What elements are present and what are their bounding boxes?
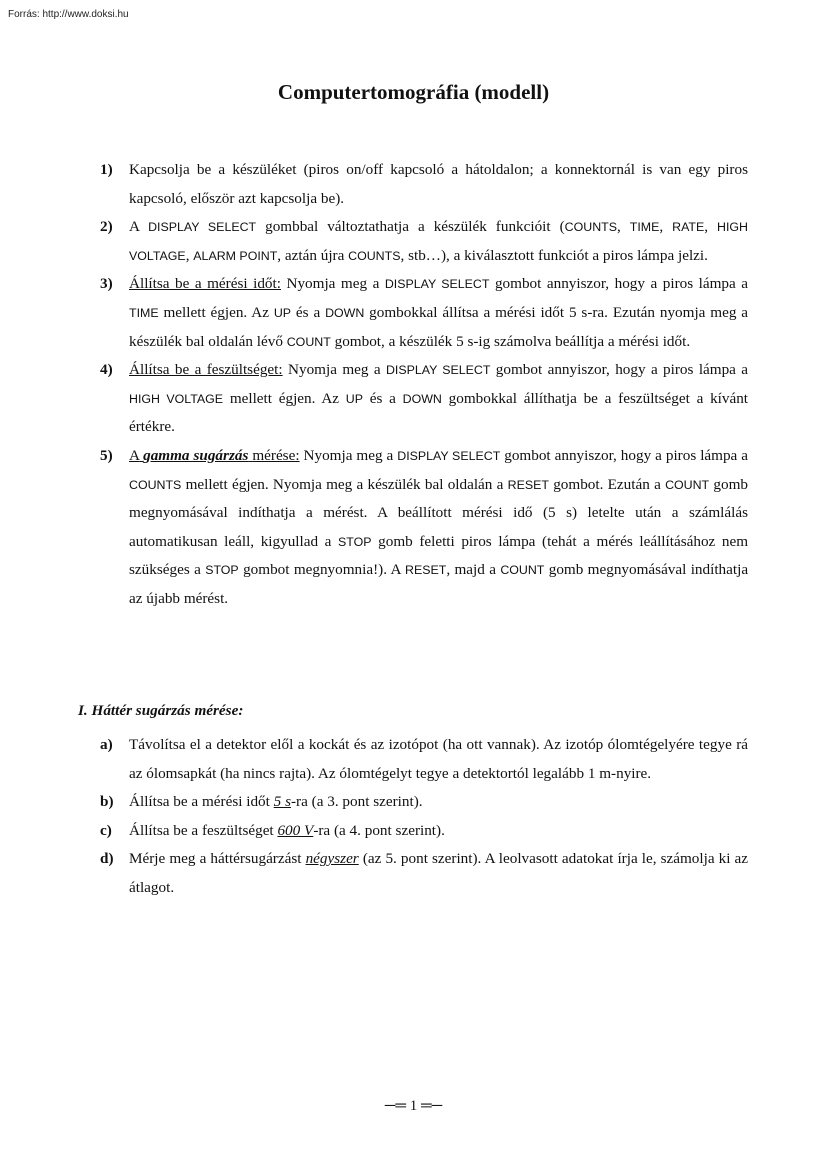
text: és a — [369, 389, 396, 407]
item-label: d) — [100, 850, 114, 868]
keyword-high-voltage: HIGH VOLTAGE — [129, 220, 749, 263]
text: , — [659, 218, 664, 236]
text: Nyomja meg a — [286, 275, 380, 293]
item-label: c) — [100, 821, 112, 839]
section-item-c — [100, 817, 748, 846]
keyword-up: UP — [273, 305, 292, 320]
keyword-alarm-point: ALARM POINT — [193, 248, 278, 263]
text: gomb feletti piros lámpa (tehát a mérés leállításához nem szükséges a — [129, 532, 749, 579]
text: Távolítsa el a detektor elől a kockát és az izotópot (ha ott vannak). Az izotóp ólomtégelyére tegye rá az ólomsapkát (ha nincs rajta). Az ólomtégelyt tegye a detektortól legalább 1 m-nyire. — [129, 736, 748, 782]
keyword-down: DOWN — [325, 305, 365, 320]
keyword-stop: STOP — [205, 563, 239, 578]
keyword-display-select: DISPLAY SELECT — [397, 448, 501, 463]
step-number: 3) — [100, 275, 113, 293]
text: mellett égjen. Az — [163, 303, 269, 321]
page-number: ─═ 1 ═─ — [384, 1098, 443, 1114]
text: A — [129, 218, 140, 236]
text: mellett égjen. Az — [229, 389, 340, 407]
instruction-list — [100, 156, 748, 614]
text: gomb megnyomásával indíthatja az újabb mérést. — [129, 561, 749, 607]
keyword-up: UP — [345, 391, 363, 406]
step-heading: Állítsa be a mérési időt: — [129, 275, 281, 293]
value-emphasis: négyszer — [305, 850, 359, 868]
text: gomb megnyomásával indíthatja a mérést. A beállított mérési idő (5 s) letelte után a számlálás automatikusan leáll, kigyullad a — [129, 475, 748, 550]
heading-emphasis: gamma sugárzás — [143, 446, 249, 464]
text: , — [616, 218, 621, 236]
text: mellett égjen. Nyomja meg a készülék bal oldalán a — [185, 475, 504, 493]
step-2 — [100, 213, 748, 270]
step-3 — [100, 270, 748, 356]
value-emphasis: 5 s — [273, 793, 291, 811]
step-4 — [100, 356, 748, 442]
text: , — [704, 218, 709, 236]
text: gombot. Ezután a — [553, 475, 661, 493]
text: , stb…), a kiválasztott funkciót a piros lámpa jelzi. — [400, 246, 708, 264]
text: gombot annyiszor, hogy a piros lámpa a — [495, 361, 749, 379]
item-label: a) — [100, 736, 113, 753]
text: (az 5. pont szerint). A leolvasott adatokat írja le, számolja ki az átlagot. — [129, 850, 749, 896]
step-5 — [100, 442, 748, 614]
step-text: Kapcsolja be a készüléket (piros on/off kapcsoló a hátoldalon; a konnektornál is van egy piros kapcsoló, először azt kapcsolja be). — [129, 161, 748, 207]
text: -ra (a 3. pont szerint). — [290, 793, 423, 811]
text: és a — [295, 303, 321, 321]
section-list — [100, 731, 748, 903]
text: gombot annyiszor, hogy a piros lámpa a — [494, 275, 749, 293]
source-label: Forrás: http://www.doksi.hu — [8, 9, 129, 20]
step-heading: Állítsa be a feszültséget: — [129, 361, 283, 379]
keyword-counts: COUNTS — [564, 220, 617, 235]
keyword-display-select: DISPLAY SELECT — [385, 363, 491, 378]
text: Nyomja meg a — [288, 361, 381, 379]
text: -ra (a 4. pont szerint). — [313, 821, 445, 839]
text: Mérje meg a háttérsugárzást — [129, 850, 302, 868]
text: Nyomja meg a — [303, 446, 394, 464]
step-number: 4) — [100, 361, 113, 379]
keyword-rate: RATE — [672, 220, 705, 235]
text: Állítsa be a feszültséget — [129, 821, 274, 839]
heading-part: A — [129, 446, 140, 464]
step-number: 2) — [100, 218, 113, 236]
page-title: Computertomográfia (modell) — [277, 80, 550, 104]
keyword-count: COUNT — [665, 477, 710, 492]
keyword-count: COUNT — [500, 563, 545, 578]
keyword-count: COUNT — [286, 334, 331, 349]
section-item-b — [100, 788, 748, 817]
section-item-d — [100, 845, 748, 902]
text: gombot, a készülék 5 s-ig számolva beállítja a mérési időt. — [334, 332, 691, 350]
text: , aztán újra — [277, 246, 345, 264]
keyword-reset: RESET — [507, 477, 549, 492]
keyword-display-select: DISPLAY SELECT — [384, 277, 490, 292]
keyword-counts: COUNTS — [129, 477, 182, 492]
text: Állítsa be a mérési időt — [129, 793, 270, 811]
keyword-high-voltage: HIGH VOLTAGE — [129, 391, 224, 406]
text: gombot annyiszor, hogy a piros lámpa a — [504, 446, 749, 464]
step-1 — [100, 156, 748, 213]
item-label: b) — [100, 793, 114, 811]
keyword-time: TIME — [129, 305, 159, 320]
text: gombokkal állíthatja be a feszültséget a kívánt értékre. — [129, 389, 749, 436]
keyword-reset: RESET — [405, 563, 447, 578]
step-number: 1) — [100, 161, 113, 178]
text: gombbal változtathatja a készülék funkcióit ( — [265, 218, 565, 236]
keyword-display-select: DISPLAY SELECT — [148, 220, 257, 235]
step-heading — [129, 447, 300, 464]
keyword-counts: COUNTS — [348, 248, 401, 263]
heading-part: mérése: — [252, 446, 300, 464]
keyword-down: DOWN — [402, 391, 442, 406]
value-emphasis: 600 V — [277, 821, 314, 839]
step-number: 5) — [100, 446, 113, 464]
keyword-stop: STOP — [338, 534, 372, 549]
text: , majd a — [446, 561, 496, 579]
section-item-a — [100, 731, 748, 788]
text: gombot megnyomnia!). A — [243, 561, 401, 579]
text: gombokkal állítsa a mérési időt 5 s-ra. Ezután nyomja meg a készülék bal oldalán lévő — [129, 303, 749, 350]
text: , — [185, 246, 190, 264]
section-heading: I. Háttér sugárzás mérése: — [78, 702, 244, 719]
keyword-time: TIME — [629, 220, 660, 235]
